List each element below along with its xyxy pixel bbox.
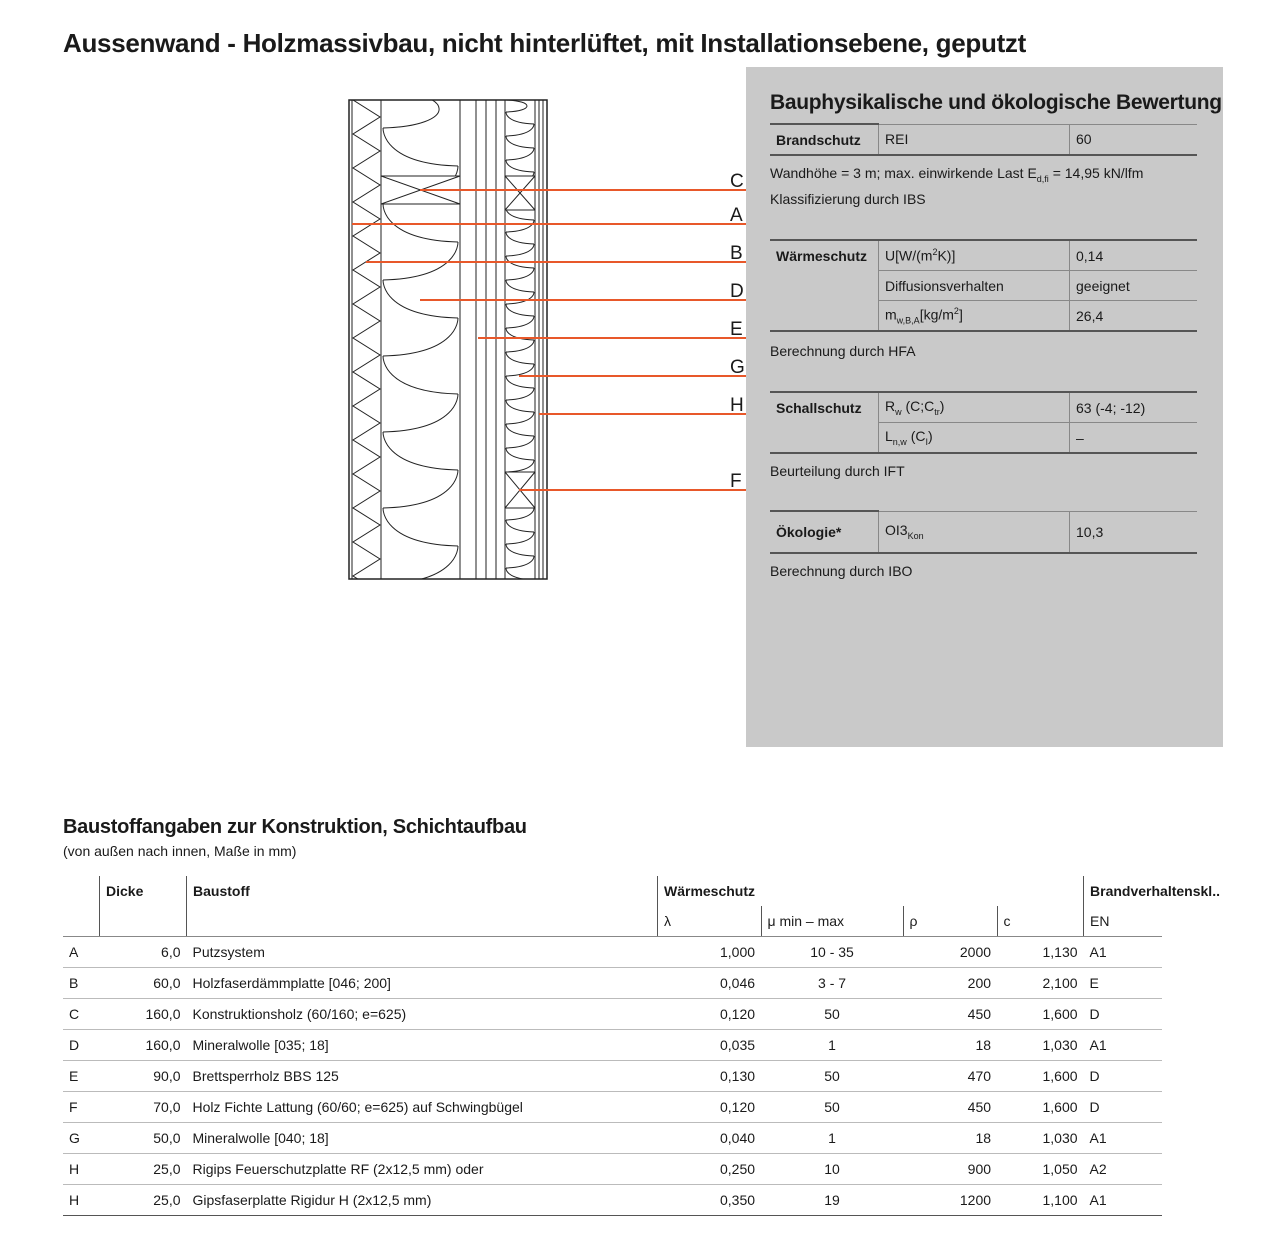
hatch-mineralwolle-inner xyxy=(506,100,534,592)
schallschutz-table xyxy=(770,391,1197,454)
table-row: F 70,0 Holz Fichte Lattung (60/60; e=625) auf Schwingbügel 0,120 50 450 1,600 D xyxy=(63,1092,1162,1123)
mass-value: 26,4 xyxy=(1070,301,1198,332)
oi3-value: 10,3 xyxy=(1070,511,1198,553)
header-mu: μ min – max xyxy=(761,906,903,937)
callout-letter-b: B xyxy=(730,243,743,264)
brandschutz-note-1: Wandhöhe = 3 m; max. einwirkende Last $E_{d,fi} = 14,95$ kN/lfm xyxy=(770,165,1144,184)
brandschutz-key: REI xyxy=(879,124,1070,155)
callout-letter-c: C xyxy=(730,171,744,192)
callout-letter-d: D xyxy=(730,281,744,302)
brandschutz-note-2: Klassifizierung durch IBS xyxy=(770,191,926,207)
header-brandverhalten: Brandverhaltenskl.. xyxy=(1084,876,1163,906)
callout-letter-g: G xyxy=(730,357,745,378)
u-value: 0,14 xyxy=(1070,240,1198,271)
waermeschutz-table xyxy=(770,239,1197,332)
oekologie-note: Berechnung durch IBO xyxy=(770,563,913,579)
header-c: c xyxy=(997,906,1084,937)
table-row: A 6,0 Putzsystem 1,000 10 - 35 2000 1,130 A1 xyxy=(63,937,1162,968)
callout-letter-f: F xyxy=(730,471,742,492)
waermeschutz-note: Berechnung durch HFA xyxy=(770,343,916,359)
battens xyxy=(381,176,535,508)
diffusion-key: Diffusionsverhalten xyxy=(879,271,1070,301)
table-row: G 50,0 Mineralwolle [040; 18] 0,040 1 18 1,030 A1 xyxy=(63,1123,1162,1154)
page-title: Aussenwand - Holzmassivbau, nicht hinterlüftet, mit Installationsebene, geputzt xyxy=(63,28,1026,58)
materials-table xyxy=(63,876,1220,1216)
schallschutz-note: Beurteilung durch IFT xyxy=(770,463,905,479)
oekologie-label: Ökologie* xyxy=(770,511,879,553)
header-lambda: λ xyxy=(658,906,762,937)
brandschutz-label: Brandschutz xyxy=(770,124,879,155)
callout-letter-h: H xyxy=(730,395,744,416)
brandschutz-table xyxy=(770,123,1197,156)
u-value-key: $U[W/(m^2K)]$ xyxy=(879,240,1070,271)
brandschutz-value: 60 xyxy=(1070,124,1198,155)
materials-subtitle: (von außen nach innen, Maße in mm) xyxy=(63,843,297,859)
bauphysik-panel xyxy=(746,67,1223,747)
callout-leaders xyxy=(352,171,746,492)
table-row: D 160,0 Mineralwolle [035; 18] 0,035 1 18 1,030 A1 xyxy=(63,1030,1162,1061)
header-en: EN xyxy=(1084,906,1163,937)
table-row: C 160,0 Konstruktionsholz (60/160; e=625) 0,120 50 450 1,600 D xyxy=(63,999,1162,1030)
batten-upper xyxy=(505,176,535,210)
table-row: E 90,0 Brettsperrholz BBS 125 0,130 50 470 1,600 D xyxy=(63,1061,1162,1092)
rw-key: $R_w$ $(C;C_{tr})$ xyxy=(879,392,1070,423)
ln-key: $L_{n,w}$ $(C_I)$ xyxy=(879,423,1070,454)
materials-title: Baustoffangaben zur Konstruktion, Schichtaufbau xyxy=(63,816,527,838)
diffusion-value: geeignet xyxy=(1070,271,1198,301)
table-row: B 60,0 Holzfaserdämmplatte [046; 200] 0,046 3 - 7 200 2,100 E xyxy=(63,968,1162,999)
header-dicke: Dicke xyxy=(100,876,187,906)
hatch-mineralwolle xyxy=(382,90,458,622)
mass-key: $m_{w,B,A}[kg/m^2]$ xyxy=(879,301,1070,332)
header-rho: ρ xyxy=(903,906,997,937)
rw-value: 63 (-4; -12) xyxy=(1070,392,1198,423)
oekologie-table xyxy=(770,510,1197,554)
hatch-holzfaser xyxy=(353,100,380,610)
callout-letter-e: E xyxy=(730,319,743,340)
ln-value: – xyxy=(1070,423,1198,454)
bauphysik-title: Bauphysikalische und ökologische Bewertung xyxy=(770,91,1222,114)
table-row: H 25,0 Gipsfaserplatte Rigidur H (2x12,5 mm) 0,350 19 1200 1,100 A1 xyxy=(63,1185,1162,1216)
waermeschutz-label: Wärmeschutz xyxy=(770,240,879,271)
table-row: H 25,0 Rigips Feuerschutzplatte RF (2x12,5 mm) oder 0,250 10 900 1,050 A2 xyxy=(63,1154,1162,1185)
oi3-key: $OI3_{Kon}$ xyxy=(879,511,1070,553)
header-baustoff: Baustoff xyxy=(187,876,658,906)
header-waermeschutz: Wärmeschutz xyxy=(658,876,762,906)
schallschutz-label: Schallschutz xyxy=(770,392,879,423)
callout-letter-a: A xyxy=(730,205,743,226)
